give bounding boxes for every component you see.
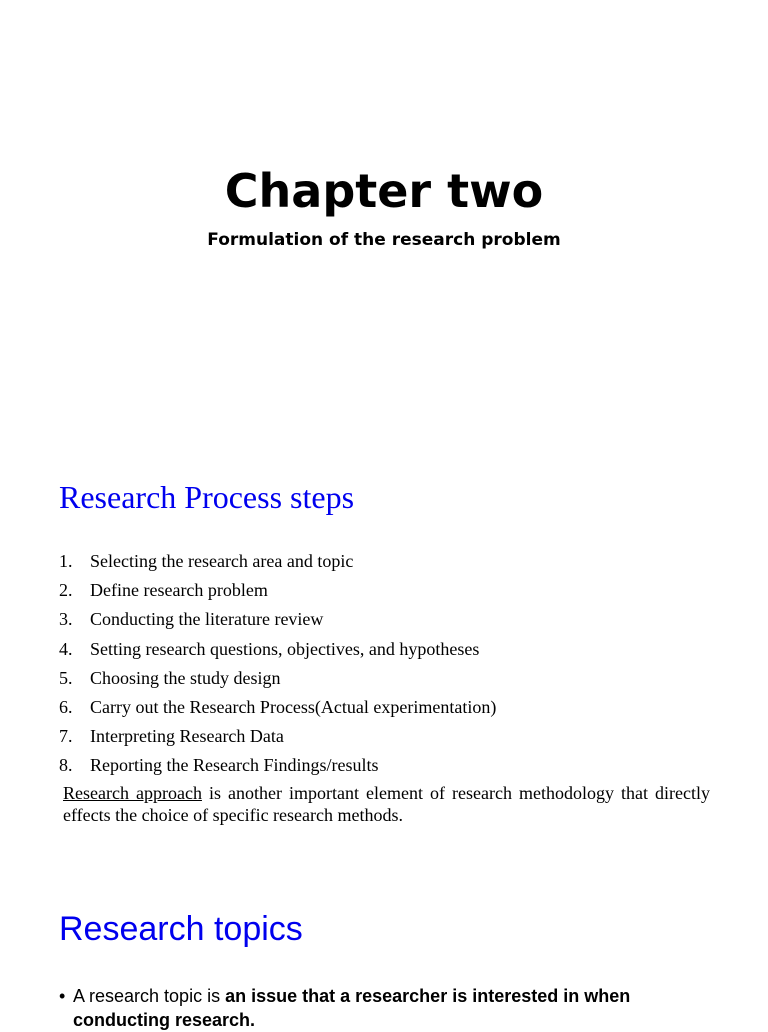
step-number: 3. [59,609,73,630]
step-number: 7. [59,726,73,747]
research-process-slide [0,432,768,864]
process-steps-list [59,548,496,782]
process-step [59,752,496,781]
step-text: Reporting the Research Findings/results [90,755,379,776]
bullet-bold-text: an issue that a researcher is interested in when conducting research. [73,986,631,1030]
step-text: Carry out the Research Process(Actual experimentation) [90,696,497,717]
bullet-text: A research topic is [73,986,226,1006]
research-approach-term: Research approach [63,783,202,803]
step-text: Choosing the study design [90,667,281,688]
process-step [59,606,496,635]
research-topics-heading: Research topics [59,910,303,948]
process-step [59,636,496,665]
research-approach-text: is another important element of research methodology that directly effects the choice of specific research methods. [63,783,710,825]
chapter-subtitle: Formulation of the research problem [207,230,561,250]
step-text: Interpreting Research Data [90,726,284,747]
step-number: 1. [59,551,73,571]
step-text: Define research problem [90,580,268,601]
step-number: 8. [59,755,73,776]
step-number: 5. [59,667,73,688]
research-topics-slide [0,864,768,1030]
step-number: 6. [59,696,73,717]
research-process-heading: Research Process steps [59,479,355,515]
research-topic-bullet [59,984,719,1032]
process-step [59,723,496,752]
step-text: Selecting the research area and topic [90,551,354,571]
process-step [59,665,496,694]
process-step [59,548,496,577]
bullet-icon: • [59,986,66,1006]
step-number: 4. [59,638,73,659]
research-approach-paragraph [63,782,710,826]
step-number: 2. [59,580,73,601]
step-text: Setting research questions, objectives, and hypotheses [90,638,480,659]
chapter-title: Chapter two [224,164,544,218]
process-step [59,577,496,606]
title-slide [0,0,768,432]
process-step [59,694,496,723]
step-text: Conducting the literature review [90,609,324,630]
